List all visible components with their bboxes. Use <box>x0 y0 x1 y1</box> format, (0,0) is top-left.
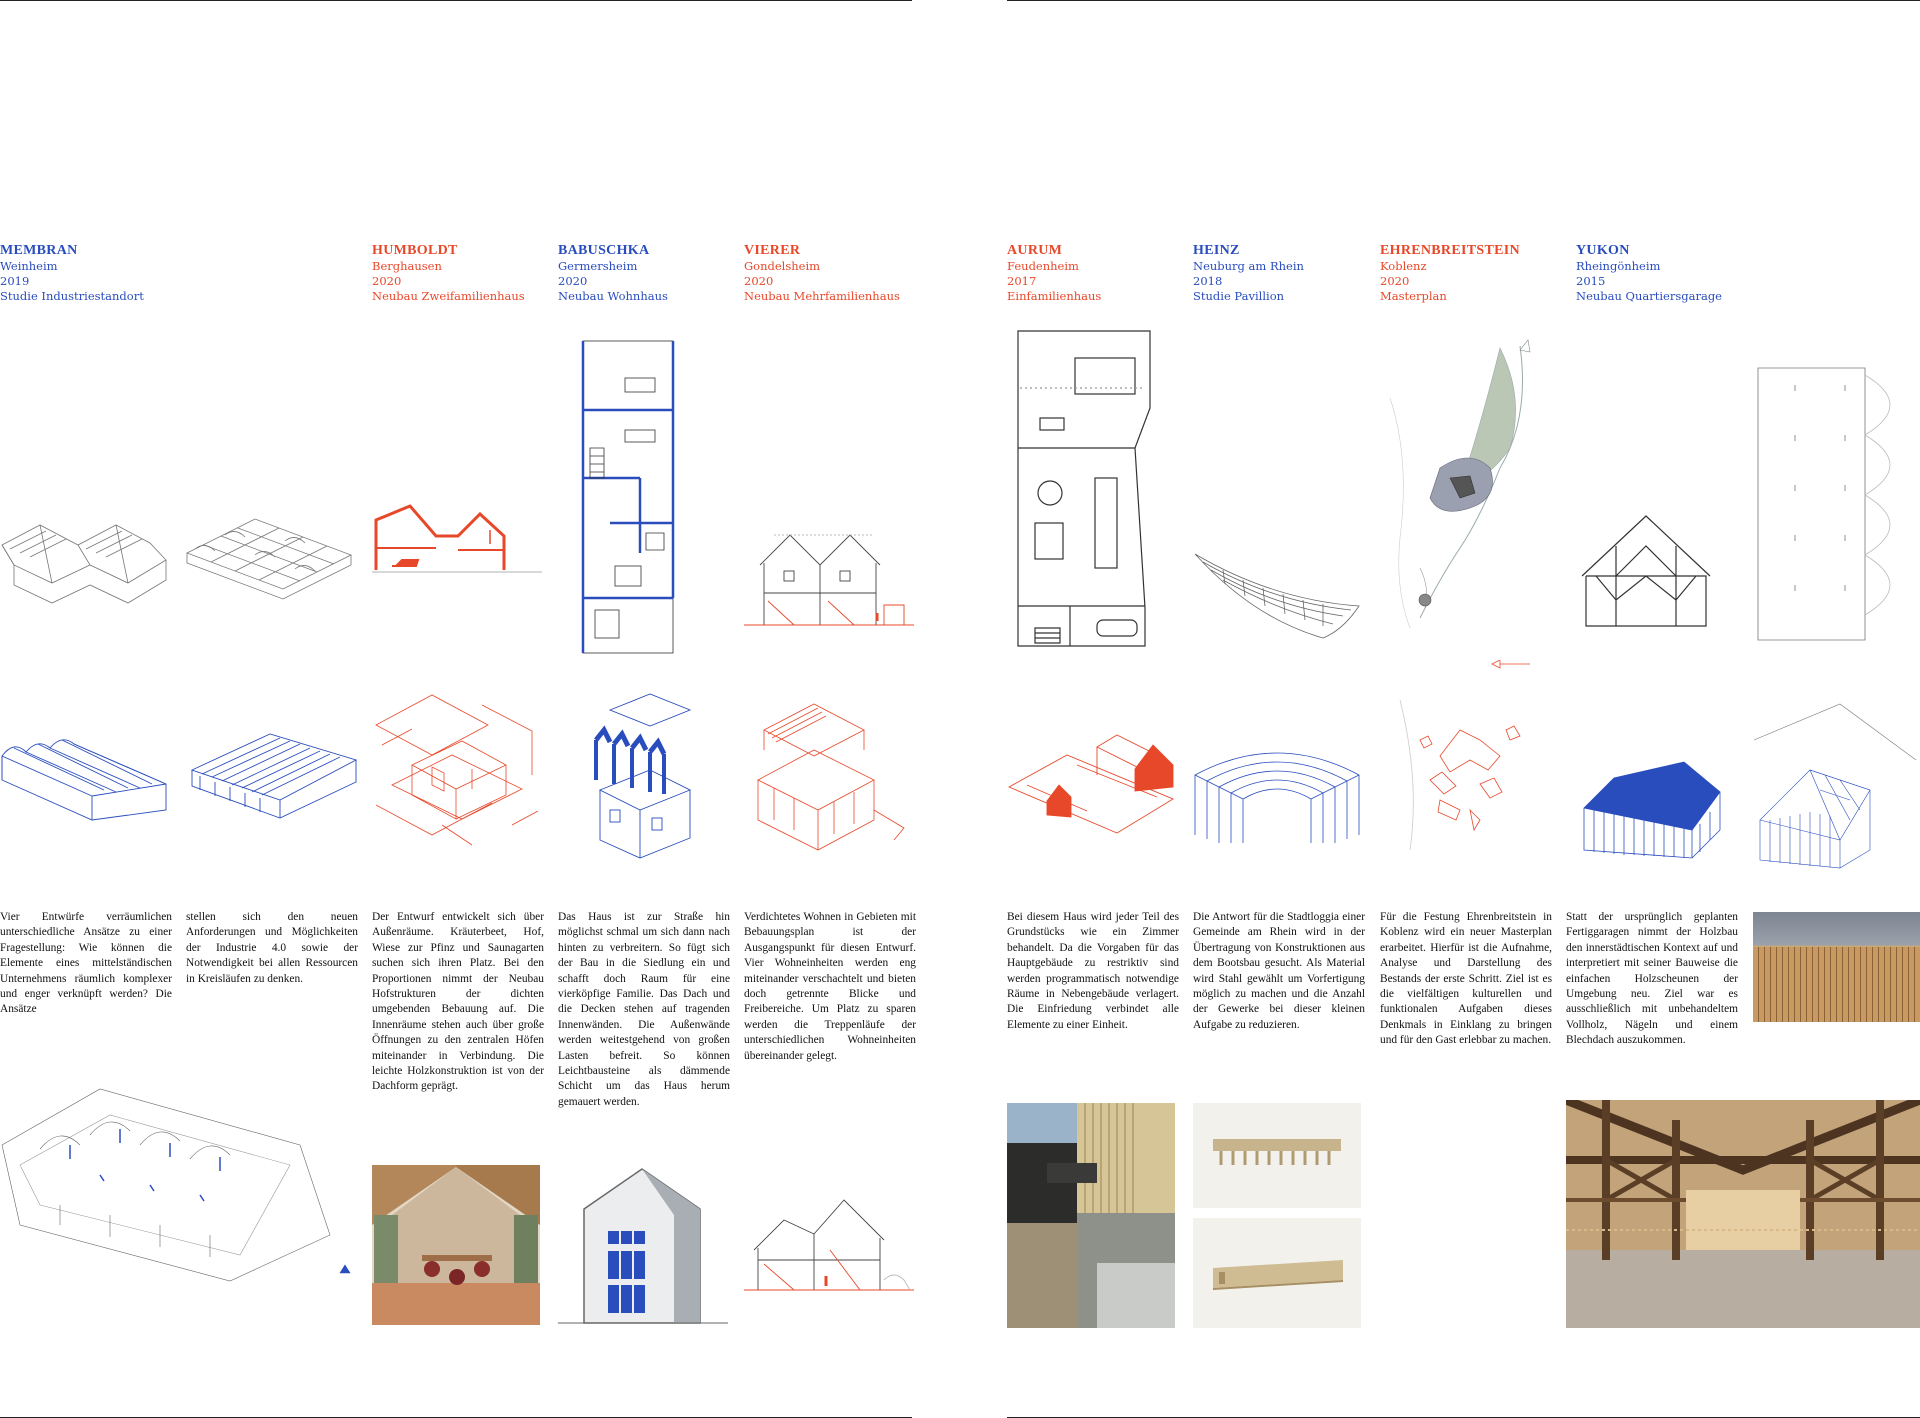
top-rule-left <box>0 0 912 1</box>
project-place: Weinheim <box>0 259 58 273</box>
project-name: EHRENBREITSTEIN <box>1380 243 1520 258</box>
yukon-floor-plan <box>1755 365 1920 645</box>
project-year: 2017 <box>1007 274 1037 288</box>
project-header-yukon <box>1576 243 1751 304</box>
vierer-section-2 <box>744 1190 914 1300</box>
project-name: YUKON <box>1576 243 1630 258</box>
project-type: Studie Industriestandort <box>0 289 144 303</box>
heinz-model-photo-1 <box>1193 1103 1361 1208</box>
project-type: Einfamilienhaus <box>1007 289 1102 303</box>
project-type: Neubau Mehrfamilienhaus <box>744 289 900 303</box>
project-year: 2020 <box>1380 274 1410 288</box>
heinz-steel-frame <box>1193 735 1363 845</box>
vierer-text: Verdichtetes Wohnen in Gebieten mit Bebauungsplan ist der Ausgangspunkt für diesen Entwurf. Vier Wohneinheiten werden eng miteinander verschachtelt und bieten doch getrennte Blicke und Freibereiche. Um Platz zu sparen werden die Treppenläufe der unterschiedlichen Wohneinheiten übereinander gelegt. <box>744 911 916 1062</box>
ehrenbreitstein-text: Für die Festung Ehrenbreitstein in Koblenz wird ein neuer Masterplan erarbeitet. Hierfür ist die Aufnahme, Analyse und Darstellung des Bestands der erste Schritt. Ziel ist es die vielfältigen kulturellen und funktionalen Aufgaben dieses Denkmals in Einklang zu bringen und für den Gast erlebbar zu machen. <box>1380 911 1552 1047</box>
yukon-structure-axonometric <box>1750 700 1920 870</box>
aurum-materials-photo <box>1007 1103 1175 1328</box>
project-year: 2020 <box>372 274 402 288</box>
humboldt-text: Der Entwurf entwickelt sich über Außenräume. Kräuterbeet, Hof, Wiese zur Pfinz und Saunagarten suchen sich ihren Platz. Bei den Proportionen nimmt der Neubau Hofstrukturen der dichten umgebenden Bebauung auf. Die Innenräume stehen auch über große Öffnungen zu den zentralen Höfen miteinander in Verbindung. Die leichte Holzkonstruktion ist von der Dachform geprägt. <box>372 911 544 1093</box>
heinz-text: Die Antwort für die Stadtloggia einer Gemeinde am Rhein wird in der Übertragung von Konstruktionen aus dem Bootsbau gesucht. Als Material wird Stahl gewählt um Vorfertigung möglich zu machen und die Anzahl der Gewerke bei dieser kleinen Aufgabe zu reduzieren. <box>1193 911 1365 1031</box>
aurum-axonometric <box>1007 725 1177 840</box>
project-year: 2015 <box>1576 274 1606 288</box>
project-type: Studie Pavillion <box>1193 289 1285 303</box>
project-header-vierer <box>744 243 919 304</box>
project-place: Germersheim <box>558 259 638 273</box>
project-type: Neubau Zweifamilienhaus <box>372 289 525 303</box>
aurum-text: Bei diesem Haus wird jeder Teil des Grundstücks wie ein Zimmer behandelt. Da die Vorgaben für das Hauptgebäude zu restriktiv sind werden programmatisch notwendige Räume in Nebengebäude verlagert. Die Einfriedung verbindet alle Elemente zu einer Einheit. <box>1007 911 1179 1031</box>
yukon-text: Statt der ursprünglich geplanten Fertiggaragen nimmt der Holzbau den innerstädtischen Kontext auf und interpretiert mit seiner Bauweise die einfachen Holzscheunen der Umgebung neu. Ziel war es ausschließlich mit unbehandeltem Vollholz, Nägeln und einem Blechdach auszukommen. <box>1566 911 1738 1047</box>
project-header-babuschka <box>558 243 733 304</box>
vierer-axonometric <box>744 690 914 860</box>
humboldt-section <box>372 500 542 580</box>
project-name: AURUM <box>1007 243 1063 258</box>
project-place: Rheingönheim <box>1576 259 1661 273</box>
humboldt-site-axonometric <box>372 685 542 860</box>
membran-text-1: Vier Entwürfe verräumlichen unterschiedliche Ansätze zu einer Fragestellung: Wie können die Elemente eines mittelständischen Unternehmens räumlich komplexer und enger verknüpft werden? Die Ansätze <box>0 911 172 1016</box>
babuschka-floor-plan <box>580 338 680 658</box>
babuschka-exploded-axonometric <box>590 690 700 860</box>
heinz-boat-drawing <box>1193 540 1363 640</box>
project-name: HEINZ <box>1193 243 1240 258</box>
humboldt-interior-photo <box>372 1165 540 1325</box>
babuschka-text: Das Haus ist zur Straße hin möglichst schmal um sich dann nach hinten zu verbreitern. So fügt sich der Bau in die Siedlung ein und schafft doch Raum für eine vierköpfige Familie. Das Dach und die Decken stehen auf tragenden Innenwänden. Die Außenwände werden weitestgehend von großen Lasten befreit. So können Leichtbausteine als dämmende Schicht um das Haus herum gemauert werden. <box>558 911 730 1108</box>
project-place: Feudenheim <box>1007 259 1079 273</box>
project-type: Neubau Wohnhaus <box>558 289 668 303</box>
vierer-section <box>744 525 914 635</box>
top-rule-right <box>1007 0 1920 1</box>
project-header-ehrenbreitstein <box>1380 243 1555 304</box>
project-place: Gondelsheim <box>744 259 821 273</box>
project-place: Neuburg am Rhein <box>1193 259 1304 273</box>
project-header-heinz <box>1193 243 1368 304</box>
project-name: MEMBRAN <box>0 243 78 258</box>
membran-text-2: stellen sich den neuen Anforderungen und Möglichkeiten der Industrie 4.0 sowie der Notwendigkeit bei allen Ressourcen in Kreisläufen zu denken. <box>186 911 358 985</box>
yukon-facade-photo <box>1753 912 1920 1022</box>
ehrenbreitstein-plan-red <box>1380 660 1550 860</box>
project-year: 2020 <box>558 274 588 288</box>
yukon-truss-section <box>1576 510 1716 630</box>
project-name: VIERER <box>744 243 801 258</box>
membran-shed-axonometric <box>190 720 360 830</box>
project-name: BABUSCHKA <box>558 243 650 258</box>
membran-wave-roof-axonometric <box>0 720 170 830</box>
project-type: Neubau Quartiersgarage <box>1576 289 1722 303</box>
project-header-membran <box>0 243 175 304</box>
project-year: 2020 <box>744 274 774 288</box>
membran-interior-axonometric <box>0 1085 355 1285</box>
ehrenbreitstein-site-map <box>1380 338 1550 638</box>
project-type: Masterplan <box>1380 289 1447 303</box>
project-place: Berghausen <box>372 259 442 273</box>
yukon-interior-photo <box>1566 1100 1920 1328</box>
project-name: HUMBOLDT <box>372 243 458 258</box>
project-place: Koblenz <box>1380 259 1427 273</box>
membran-grid-axonometric <box>185 505 355 605</box>
yukon-blue-barn-axonometric <box>1580 760 1730 860</box>
project-year: 2019 <box>0 274 30 288</box>
project-year: 2018 <box>1193 274 1223 288</box>
babuschka-facade-elevation <box>558 1165 728 1325</box>
membran-roof-axonometric <box>0 505 170 605</box>
heinz-model-photo-2 <box>1193 1218 1361 1328</box>
aurum-floor-plan <box>1015 328 1155 648</box>
project-header-aurum <box>1007 243 1182 304</box>
project-header-humboldt <box>372 243 547 304</box>
